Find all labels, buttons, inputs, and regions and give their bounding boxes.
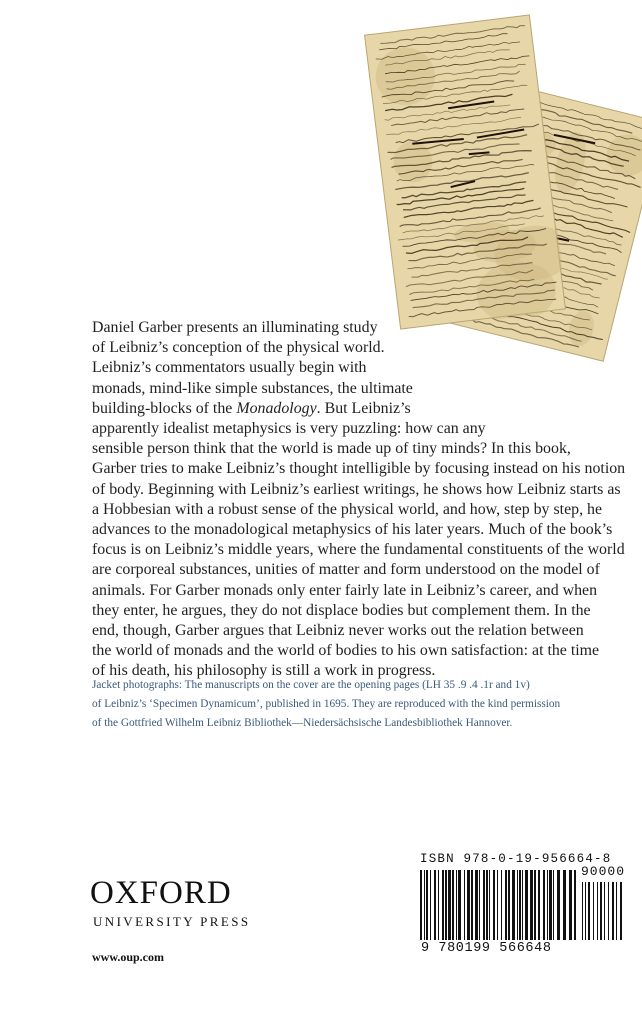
publisher-logo: OXFORD: [90, 875, 232, 911]
blurb-line: of Leibniz’s conception of the physical world.: [92, 339, 385, 357]
blurb-line: Leibniz’s commentators usually begin with: [92, 359, 367, 377]
blurb-line: animals. For Garber monads only enter fairly late in Leibniz’s career, and when: [92, 581, 598, 599]
isbn-label: ISBN 978-0-19-956664-8: [420, 852, 612, 866]
blurb-line: apparently idealist metaphysics is very puzzling: how can any: [92, 420, 486, 438]
barcode-icon: [418, 868, 623, 940]
blurb-line: a Hobbesian with a robust sense of the physical world, and how, step by step, he: [92, 500, 603, 518]
book-description: [92, 318, 626, 682]
credit-line: of the Gottfried Wilhelm Leibniz Bibliothek—Niedersächsische Landesbibliothek Hannover.: [92, 717, 513, 729]
blurb-line: of his death, his philosophy is still a work in progress.: [92, 662, 436, 680]
manuscript-page-front-icon: [362, 13, 567, 331]
blurb-line: Daniel Garber presents an illuminating study: [92, 319, 378, 336]
blurb-line: of body. Beginning with Leibniz’s earliest writings, he shows how Leibniz starts as: [92, 480, 621, 498]
blurb-line: sensible person think that the world is made up of tiny minds? In this book,: [92, 440, 571, 458]
blurb-line: they enter, he argues, they do not displace bodies but complement them. In the: [92, 601, 591, 619]
manuscript-photo-front: [362, 13, 567, 331]
blurb-line: monads, mind-like simple substances, the ultimate: [92, 379, 413, 397]
price-code: 90000: [581, 864, 626, 879]
credit-line: of Leibniz’s ‘Specimen Dynamicum’, published in 1695. They are reproduced with the kind permission: [92, 698, 561, 710]
blurb-line: end, though, Garber argues that Leibniz never works out the relation between: [92, 622, 584, 640]
publisher-website: www.oup.com: [92, 950, 165, 964]
book-title-italic: Monadology: [236, 399, 317, 417]
blurb-line: the world of monads and the world of bodies to his own satisfaction: at the time: [92, 642, 600, 660]
publisher-subtitle: UNIVERSITY PRESS: [93, 914, 251, 929]
blurb-line: Garber tries to make Leibniz’s thought intelligible by focusing instead on his notion: [92, 460, 626, 478]
credit-line: Jacket photographs: The manuscripts on the cover are the opening pages (LH 35 .9 .4 .1r and 1v): [92, 679, 530, 691]
blurb-line: are corporeal substances, unities of matter and form understood on the model of: [92, 561, 600, 579]
blurb-line: building-blocks of the Monadology. But Leibniz’s: [92, 399, 411, 417]
jacket-credit: [92, 676, 622, 733]
blurb-line: focus is on Leibniz’s middle years, where the fundamental constituents of the world: [92, 541, 625, 559]
barcode-digits: 9 780199 566648: [421, 941, 552, 956]
blurb-line: advances to the monadological metaphysics of his later years. Much of the book’s: [92, 521, 613, 539]
